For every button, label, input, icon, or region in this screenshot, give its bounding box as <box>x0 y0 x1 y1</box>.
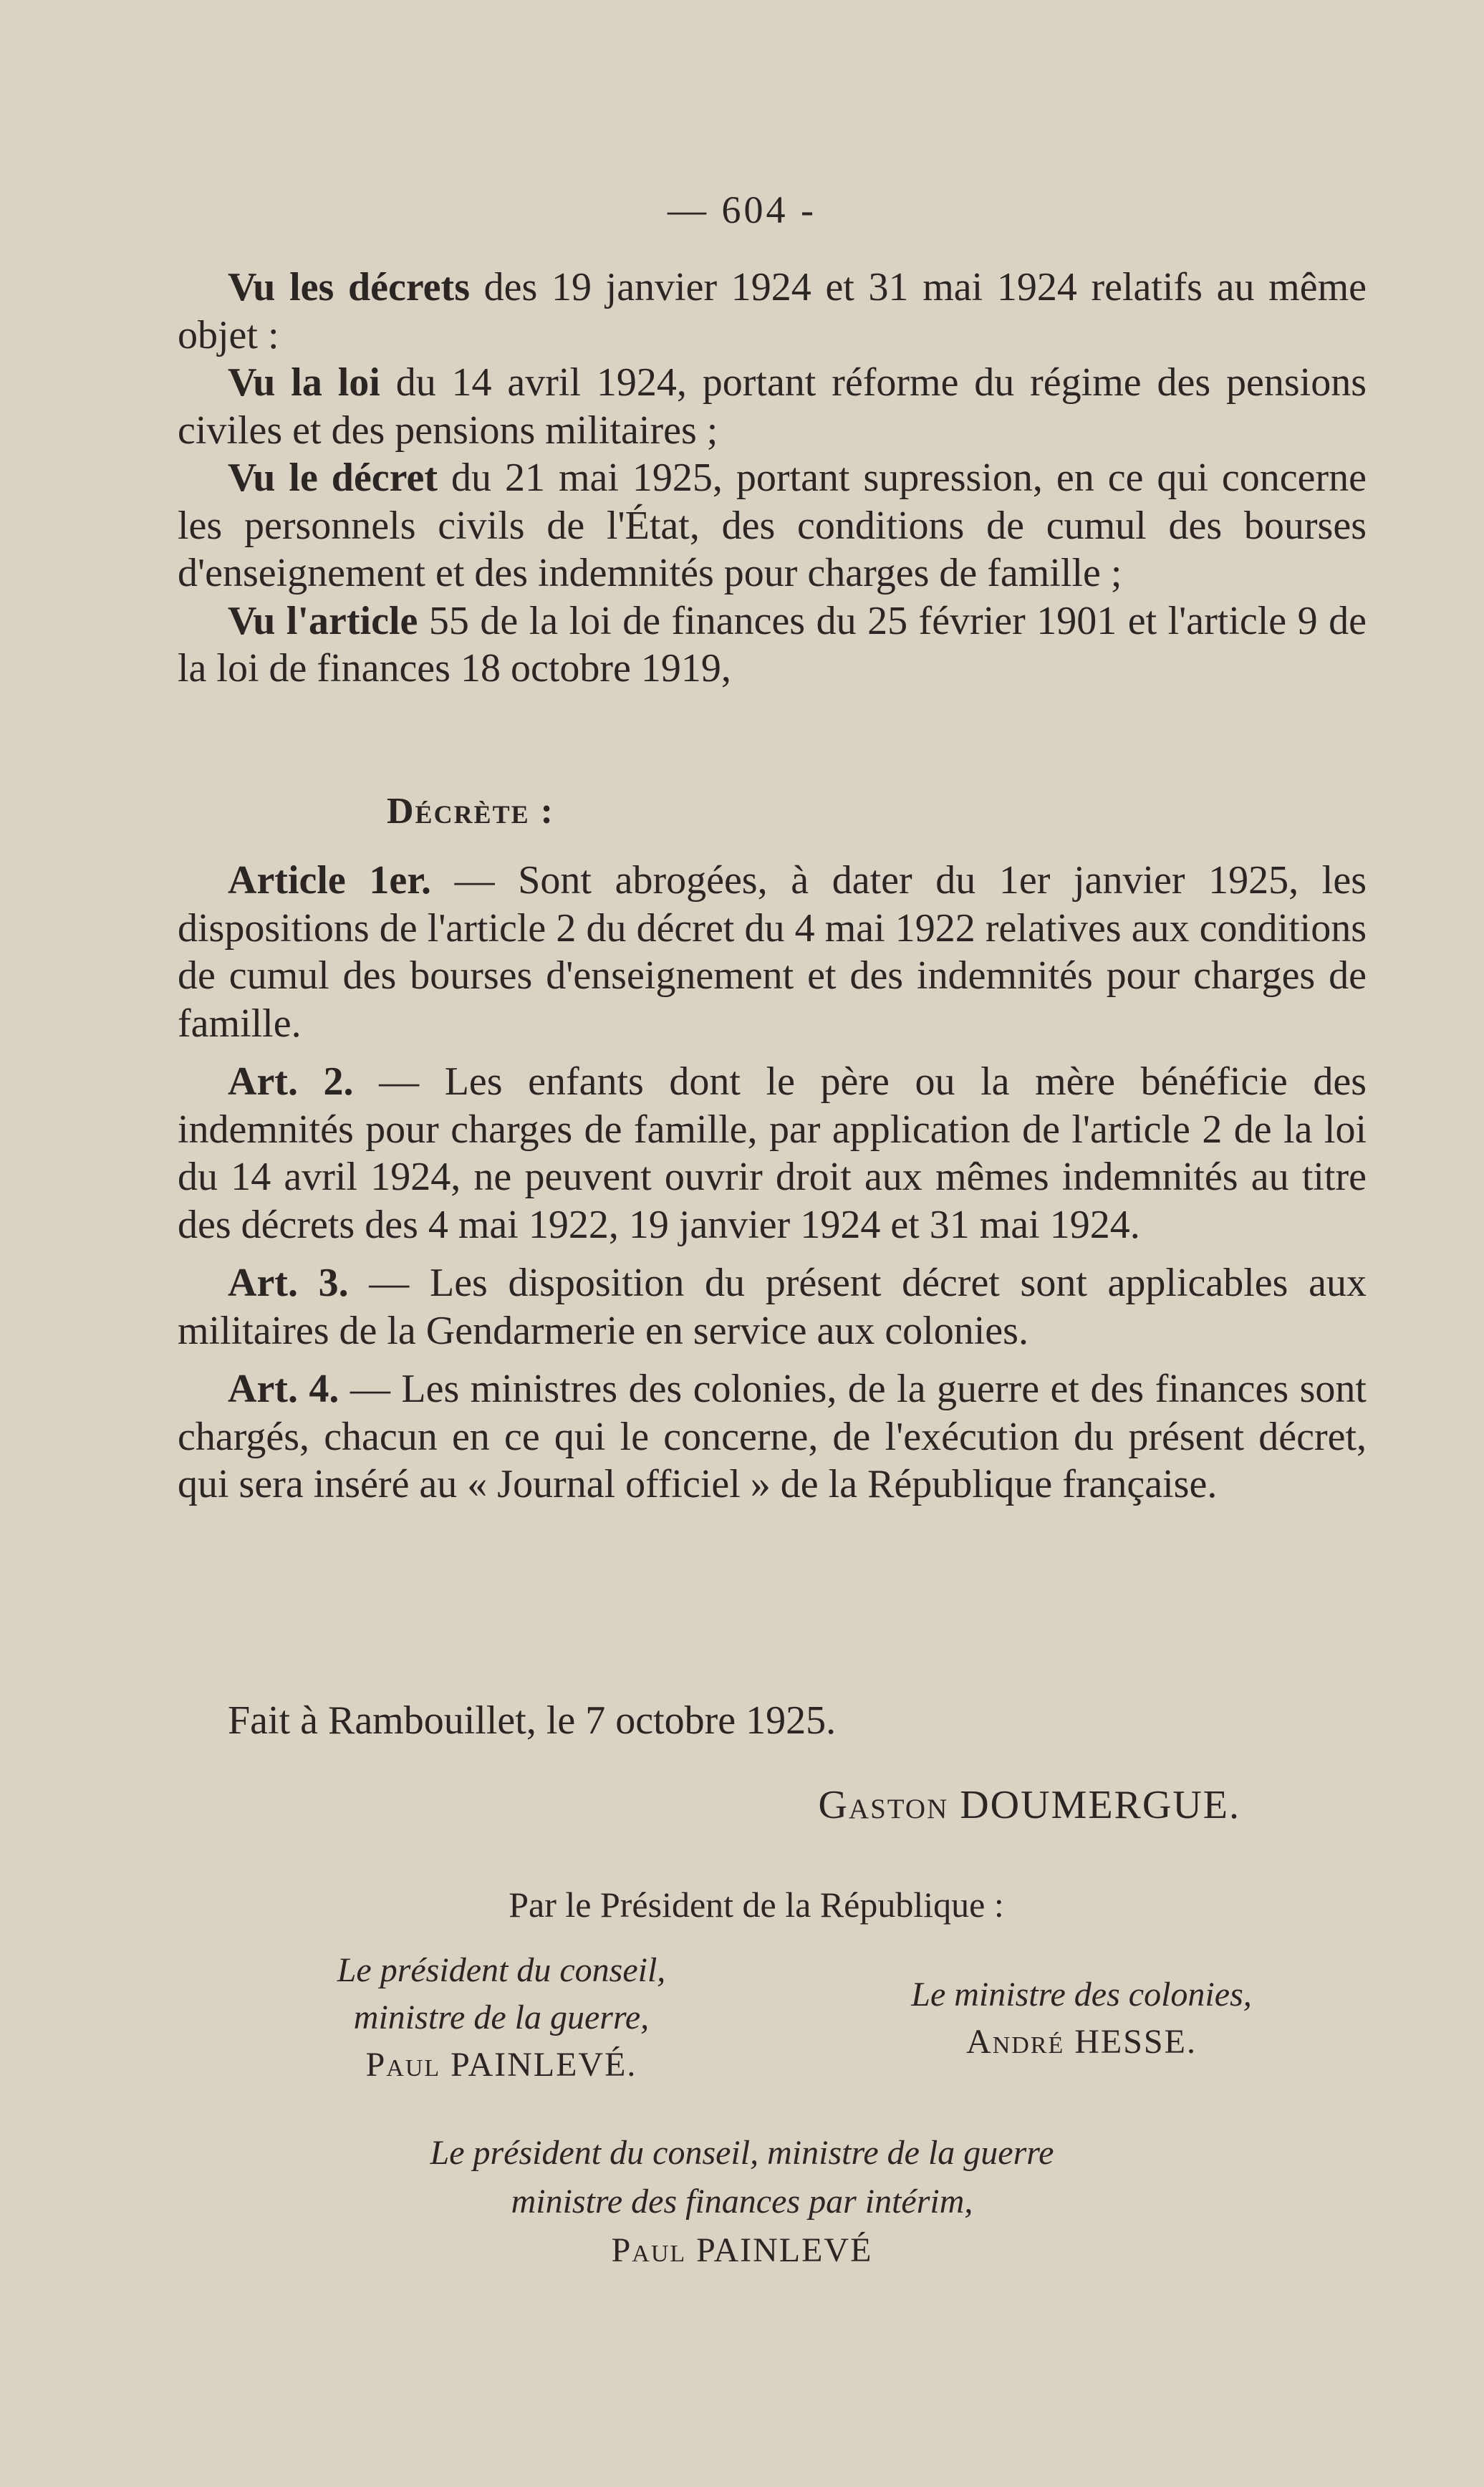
article-paragraph <box>178 1259 1367 1355</box>
left-sig-name: Paul PAINLEVÉ. <box>365 2046 637 2084</box>
left-signature-block <box>251 1947 752 2089</box>
visa-paragraph <box>178 454 1367 597</box>
article-paragraph <box>178 857 1367 1047</box>
visa-text: du 14 avril 1924, portant réforme du régime des pensions civiles et des pensions militaires ; <box>178 360 1367 453</box>
visa-paragraph <box>178 264 1367 359</box>
left-sig-role: ministre de la guerre, <box>353 1998 650 2036</box>
bottom-sig-title: Le président du conseil, ministre de la guerre <box>430 2134 1054 2172</box>
right-signature-block <box>831 1971 1332 2066</box>
fait-line: Fait à Rambouillet, le 7 octobre 1925. <box>228 1698 837 1743</box>
article-text: — Les enfants dont le père ou la mère bénéficie des indemnités pour charges de famille, par application de l'article 2 de la loi du 14 avril 1924, ne peuvent ouvrir droit aux mêmes indemnités au titre des décrets des 4 mai 1922, 19 janvier 1924 et 31 mai 1924. <box>178 1059 1367 1247</box>
article-label: Article 1er. <box>228 858 431 903</box>
article-label: Art. 2. <box>228 1059 354 1104</box>
visa-text: des 19 janvier 1924 et 31 mai 1924 relatifs au même objet : <box>178 265 1367 357</box>
visa-text: 55 de la loi de finances du 25 février 1901 et l'article 9 de la loi de finances 18 octobre 1919, <box>178 598 1367 691</box>
visa-lead: Vu l'article <box>228 598 418 643</box>
right-sig-title: Le ministre des colonies, <box>911 1976 1252 2014</box>
left-sig-title: Le président du conseil, <box>337 1951 666 1989</box>
article-label: Art. 3. <box>228 1261 349 1305</box>
par-le-president: Par le Président de la République : <box>509 1885 1004 1925</box>
visa-text: du 21 mai 1925, portant supression, en ce qui concerne les personnels civils de l'État, des conditions de cumul des bourses d'enseignement et des indemnités pour charges de famille ; <box>178 456 1367 595</box>
visa-paragraph <box>178 597 1367 693</box>
visa-paragraph <box>178 359 1367 454</box>
page-number: — 604 - <box>668 188 816 231</box>
bottom-sig-role: ministre des finances par intérim, <box>511 2183 973 2221</box>
bottom-signature-block <box>0 2129 1484 2275</box>
article-text: — Les disposition du présent décret sont applicables aux militaires de la Gendarmerie en service aux colonies. <box>178 1261 1367 1353</box>
bottom-sig-name: Paul PAINLEVÉ <box>611 2231 873 2269</box>
decrete-heading: Décrète : <box>387 791 554 832</box>
article-text: — Sont abrogées, à dater du 1er janvier 1925, les dispositions de l'article 2 du décret du 4 mai 1922 relatives aux conditions de cumul des bourses d'enseignement et des indemnités pour charges de famille. <box>178 858 1367 1046</box>
article-paragraph <box>178 1058 1367 1249</box>
president-signature: Gaston DOUMERGUE. <box>818 1783 1240 1827</box>
article-text: — Les ministres des colonies, de la guerre et des finances sont chargés, chacun en ce qui le concerne, de l'exécution du présent décret, qui sera inséré au « Journal officiel » de la République française. <box>178 1367 1367 1506</box>
right-sig-name: André HESSE. <box>966 2023 1197 2061</box>
visa-lead: Vu la loi <box>228 360 380 405</box>
visa-lead: Vu le décret <box>228 456 438 500</box>
articles-block <box>178 857 1367 1519</box>
visa-block <box>178 264 1367 693</box>
visa-lead: Vu les décrets <box>228 265 470 309</box>
article-paragraph <box>178 1365 1367 1509</box>
article-label: Art. 4. <box>228 1367 339 1411</box>
